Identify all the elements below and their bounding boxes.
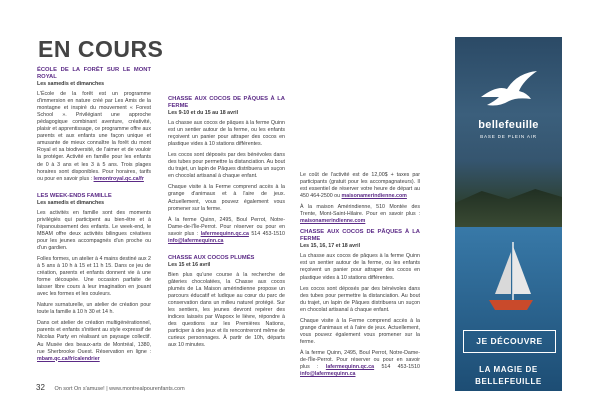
hills-graphic bbox=[455, 187, 562, 227]
discover-button[interactable]: JE DÉCOUVRE bbox=[463, 330, 556, 353]
section-title: CHASSE AUX COCOS PLUMÉS bbox=[168, 254, 255, 261]
paragraph: La chasse aux cocos de pâques à la ferme Quinn est un sentier autour de la ferme, ou les enfants reçoivent un panier pour attraper des cocos en plastique vides à 10 stations différentes. bbox=[168, 120, 285, 148]
link[interactable]: info@lafermequinn.ca bbox=[300, 371, 356, 378]
paragraph: Dans cet atelier de création multigénérationnel, parents et enfants s'initient au style expressif de Nicolas Party en réalisant un paysage collectif. Au Musée des beaux-arts de Montréal, 1380, rue Sherbrooke Ouest. Réservation en ligne : mbam.qc.ca/fr/calendrier bbox=[37, 320, 151, 362]
brand-name: bellefeuille bbox=[478, 119, 539, 131]
paragraph: Bien plus qu'une course à la recherche de gâteries chocolatées, la Chasse aux cocos plumés de La Maison amérindienne propose un parcours éducatif et ludique au cœur du parc de conservation dans un milieu naturel protégé. Sur les sentiers, les jeunes devront repérer des indices laissés par Wapoxx le lièvre, répondre à des questions sur les Premières Nations, participer à des jeux et ils rencontreront même de curieux personnages. À partir de 10h, départs aux 10 minutes. bbox=[168, 271, 285, 349]
footer-text: On sort On s'amuse! | www.montrealpourenfants.com bbox=[54, 386, 185, 392]
paragraph: Folles formes, un atelier à 4 mains destiné aux 2 à 5 ans à 10 h à 15 et 11 h 15. Dans ce jeu de création, parents et enfants donnent vie à une forme découpée. Une occasion parfaite de laisser libre cours à leur imagination en jouant avec les formes et les couleurs. bbox=[37, 255, 151, 298]
section-title: ÉCOLE DE LA FORÊT SUR LE MONT ROYAL bbox=[37, 67, 151, 80]
section-title: CHASSE AUX COCOS DE PÂQUES À LA FERME bbox=[300, 229, 420, 243]
section-dates: Les samedis et dimanches bbox=[37, 81, 105, 87]
paragraph: Chaque visite à la Ferme comprend accès à la grange d'animaux et à l'aire de jeux. Actuellement, vous pouvez également vous promener sur la ferme. bbox=[300, 317, 420, 345]
ad-tagline: BELLEFEUILLE bbox=[475, 377, 542, 386]
ad-tagline: LA MAGIE DE bbox=[479, 365, 538, 374]
paragraph: Chaque visite à la Ferme comprend accès à la grange d'animaux et à l'aire de jeux. Actuellement, vous pouvez également vous promener sur la ferme. bbox=[168, 184, 285, 212]
paragraph: Le coût de l'activité est de 12,00$ + taxes par participants (gratuit pour les accompagnateurs). Il est essentiel de réserver votre heure de départ au 450 464-2500 ou maisonamerindienne.com bbox=[300, 172, 420, 200]
paragraph: La chasse aux cocos de pâques à la ferme Quinn est un sentier autour de la ferme, ou les enfants reçoivent un panier pour attraper des cocos en plastique vides à 10 stations différentes. bbox=[300, 253, 420, 281]
column-3 bbox=[300, 172, 420, 382]
paragraph: À la maison Amérindienne, 510 Montée des Trente, Mont-Saint-Hilaire. Pour en savoir plus : maisonamerindienne.com bbox=[300, 204, 420, 225]
section-title: CHASSE AUX COCOS DE PÂQUES À LA FERME bbox=[168, 96, 285, 109]
column-1 bbox=[37, 67, 151, 367]
paragraph: Les cocos sont déposés par des bénévoles dans des tubes pour permettre la distanciation. Au bout du trajet, un lapin de Pâques distribuera un suçon en chocolat artisanal à chaque enfant. bbox=[300, 285, 420, 313]
paragraph: Les cocos sont déposés par des bénévoles dans des tubes pour permettre la distanciation. Au bout du trajet, un lapin de Pâques distribuera un suçon en chocolat artisanal à chaque enfant. bbox=[168, 152, 285, 180]
link[interactable]: maisonamerindienne.com bbox=[341, 193, 407, 200]
link[interactable]: info@lafermequinn.ca bbox=[168, 237, 224, 244]
column-2 bbox=[168, 96, 285, 353]
paragraph: L'École de la forêt est un programme d'immersion en nature créé par Les Amis de la montagne et inspiré du mouvement « Forest School ». Privilégiant une approche pédagogique combinant aventure, créativité, plaisir et apprentissage, ce programme offre aux parents et aux enfants une façon unique et amusante de mieux connaître la forêt du mont Royal et sa biodiversité, de l'aimer et de vouloir la protéger. Activité en famille pour les enfants de 0 à 3 ans et les 3 à 5 ans. Trois plages horaires sont disponibles. Pour horaires, tarifs ou pour en savoir plus : lemontroyal.qc.ca/fr bbox=[37, 91, 151, 182]
link[interactable]: lafermequinn.qc.ca bbox=[325, 364, 375, 371]
paragraph: Nature surnaturelle, un atelier de création pour toute la famille à 10 h 30 et 14 h. bbox=[37, 302, 151, 316]
paragraph: À la ferme Quinn, 2495, Boul Perrot, Notre-Dame-de-l'Île-Perrot. Pour réserver ou pour en savoir plus : lafermequinn.qc.ca 514 453-1510 info@lafermequinn.ca bbox=[300, 349, 420, 378]
page-title: EN COURS bbox=[38, 36, 164, 62]
bird-logo-icon bbox=[477, 67, 541, 117]
link[interactable]: lafermequinn.qc.ca bbox=[200, 230, 249, 237]
paragraph: À la ferme Quinn, 2495, Boul Perrot, Notre-Dame-de-l'Île-Perrot. Pour réserver ou pour en savoir plus : lafermequinn.qc.ca 514 453-1510 info@lafermequinn.ca bbox=[168, 216, 285, 244]
brand-subtitle: BASE DE PLEIN AIR bbox=[480, 134, 537, 139]
link[interactable]: mbam.qc.ca/fr/calendrier bbox=[37, 355, 100, 362]
link[interactable]: maisonamerindienne.com bbox=[300, 218, 366, 225]
section-dates: Les samedis et dimanches bbox=[37, 199, 105, 206]
sailboat-icon bbox=[485, 242, 535, 322]
page-footer bbox=[36, 383, 185, 392]
section-dates: Les 9-10 et du 15 au 18 avril bbox=[168, 110, 239, 116]
section-dates: Les 15, 16, 17 et 18 avril bbox=[300, 243, 361, 250]
section-dates: Les 15 et 16 avril bbox=[168, 261, 211, 268]
paragraph: Les activités en famille sont des moments privilégiés qui participent au bien-être et à l'épanouissement des enfants. Le week-end, le MBAM offre deux activités bilingues créatives pour les jeunes accompagnés d'un proche ou d'un gardien. bbox=[37, 209, 151, 251]
page-number: 32 bbox=[36, 383, 45, 392]
link[interactable]: lemontroyal.qc.ca/fr bbox=[93, 175, 144, 182]
advertisement[interactable] bbox=[455, 37, 562, 391]
section-title: LES WEEK-ENDS FAMILLE bbox=[37, 192, 112, 199]
